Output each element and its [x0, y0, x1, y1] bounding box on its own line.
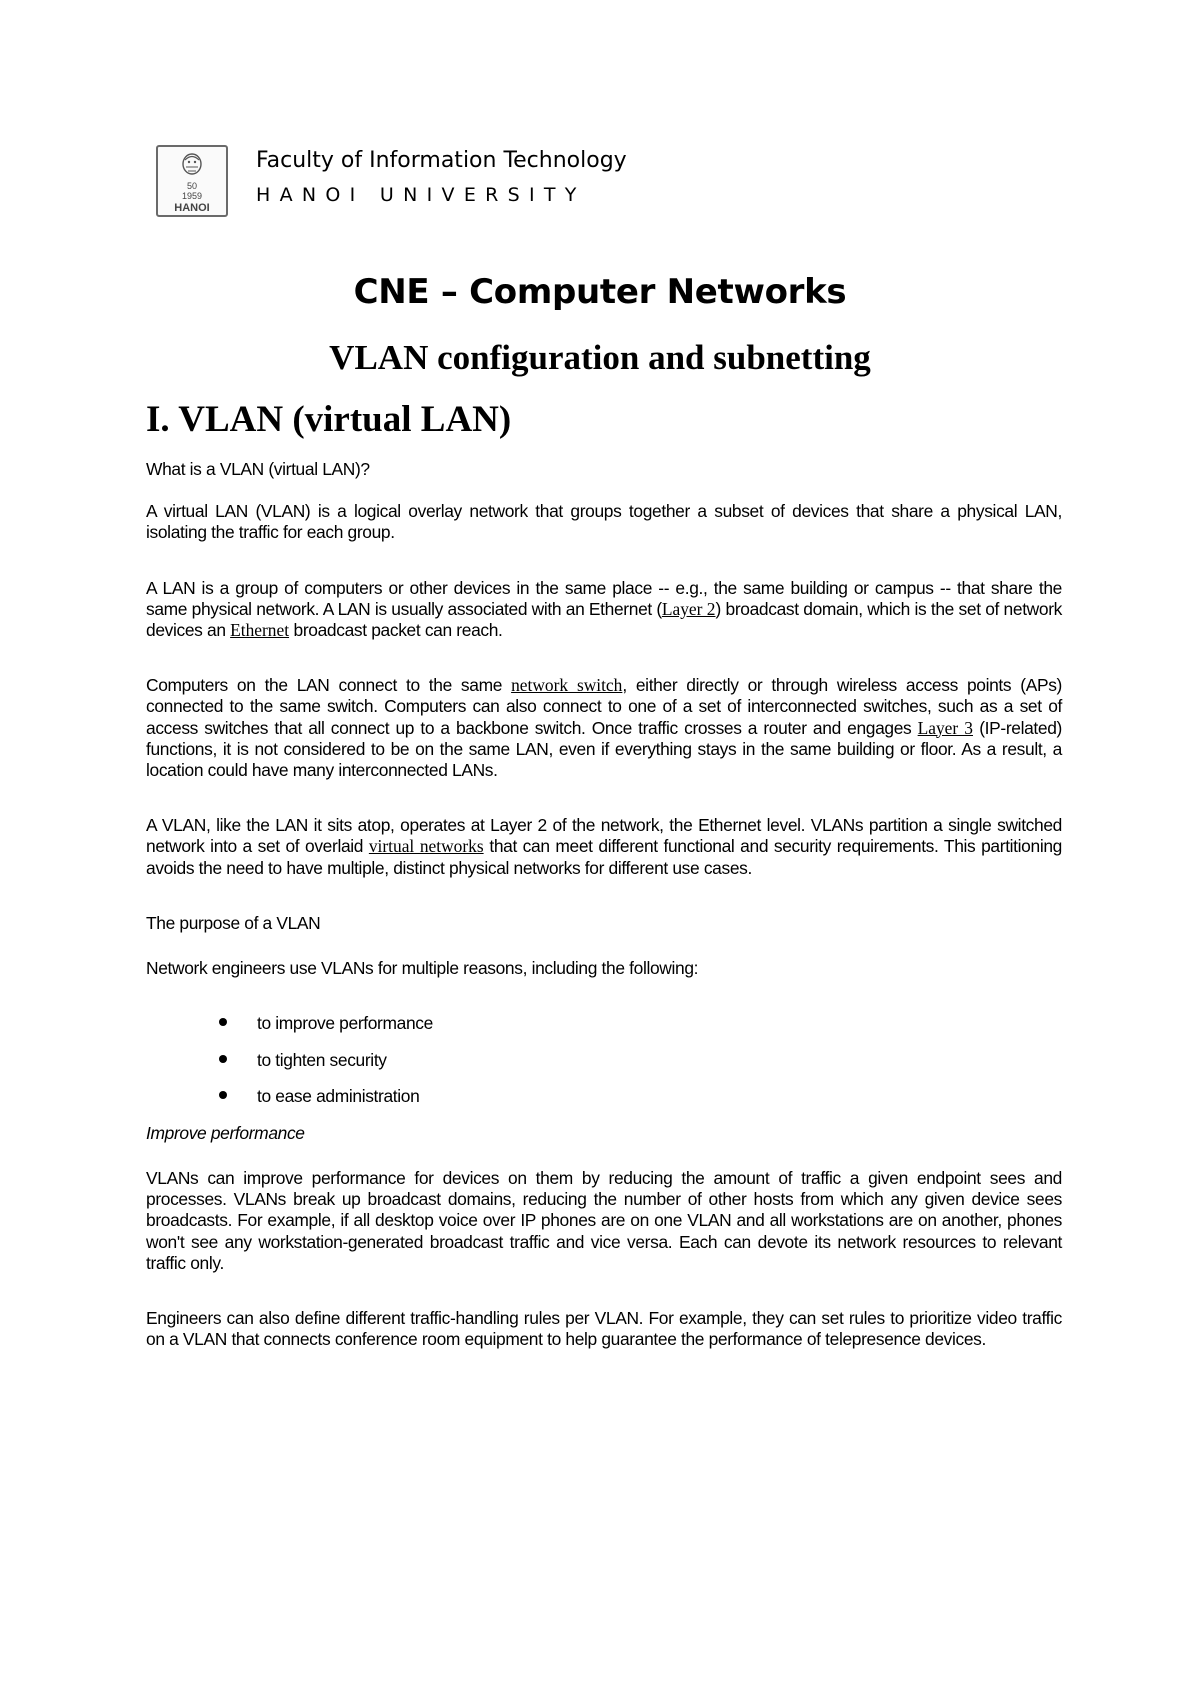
university-name: HANOI UNIVERSITY [256, 184, 586, 206]
layer-3-link[interactable]: Layer 3 [917, 717, 973, 738]
paragraph-lan-definition [146, 578, 1062, 642]
list-item [146, 1086, 1062, 1123]
list-item-text: to ease administration [257, 1086, 420, 1107]
paragraph-text: , either directly or through wireless access points (APs) connected to the same switch. Computers can also connect to one of a set of interconnected switches, such as a set of access switches that all connect up to a backbone switch. Once traffic crosses a router and engages [146, 675, 1062, 738]
document-subtitle: VLAN configuration and subnetting [329, 338, 871, 377]
university-logo [156, 145, 228, 217]
paragraph-text: A VLAN, like the LAN it sits atop, operates at Layer 2 of the network, the Ethernet level. VLANs partition a single switched network into a set of overlaid [146, 815, 1062, 857]
network-switch-link[interactable]: network switch [511, 675, 623, 696]
paragraph-text: ) broadcast domain, which is the set of network devices an [146, 598, 1063, 641]
list-item [146, 1050, 1062, 1087]
paragraph-improve-performance: VLANs can improve performance for devices on them by reducing the amount of traffic a given endpoint sees and processes. VLANs break up broadcast domains, reducing the number of other hosts from which any given device sees broadcasts. For example, if all desktop voice over IP phones are on one VLAN and all workstations are on another, phones won't see any workstation-generated broadcast traffic and vice versa. Each can devote its network resources to relevant traffic only. [146, 1167, 1062, 1273]
paragraph-vlan-layer2 [146, 815, 1062, 879]
section-heading: I. VLAN (virtual LAN) [146, 399, 512, 440]
paragraph-traffic-rules: Engineers can also define different traffic-handling rules per VLAN. For example, they can set rules to prioritize video traffic on a VLAN that connects conference room equipment to help guarantee the performance of telepresence devices. [146, 1307, 1062, 1350]
question-vlan: What is a VLAN (virtual LAN)? [146, 459, 370, 479]
paragraph-vlan-definition: A virtual LAN (VLAN) is a logical overlay network that groups together a subset of devices that share a physical LAN, isolating the traffic for each group. [146, 501, 1062, 543]
question-vlan-purpose: The purpose of a VLAN [146, 912, 321, 933]
virtual-networks-link[interactable]: virtual networks [368, 836, 484, 857]
paragraph-lan-switches [146, 675, 1062, 781]
paragraph-text: that can meet different functional and security requirements. This partitioning avoids the need to have multiple, distinct physical networks for different use cases. [146, 836, 1062, 878]
faculty-name: Faculty of Information Technology [256, 148, 627, 173]
course-title: CNE – Computer Networks [353, 272, 847, 312]
list-item [146, 1013, 1062, 1050]
paragraph-reasons-intro: Network engineers use VLANs for multiple reasons, including the following: [146, 958, 699, 979]
list-item-text: to tighten security [257, 1049, 387, 1070]
ethernet-link[interactable]: Ethernet [230, 620, 290, 641]
paragraph-text: broadcast packet can reach. [289, 620, 503, 641]
bullet-icon [219, 1091, 227, 1099]
list-item-text: to improve performance [257, 1013, 433, 1034]
paragraph-text: (IP-related) functions, it is not considered to be on the same LAN, even if everything stays in the same building or floor. As a result, a location could have many interconnected LANs. [146, 717, 1062, 781]
layer-2-link[interactable]: Layer 2 [661, 598, 716, 619]
subheading-improve-performance: Improve performance [146, 1122, 305, 1143]
logo-year-text: 50 1959 [181, 181, 203, 201]
paragraph-text: Computers on the LAN connect to the same [146, 675, 512, 696]
bullet-icon [219, 1055, 227, 1063]
logo-name-text: HANOI [174, 202, 210, 214]
document-body [146, 459, 1062, 1350]
reasons-list [146, 1013, 1062, 1123]
bullet-icon [219, 1018, 227, 1026]
paragraph-text: A LAN is a group of computers or other devices in the same place -- e.g., the same building or campus -- that share the same physical network. A LAN is usually associated with an Ethernet ( [146, 577, 1062, 619]
